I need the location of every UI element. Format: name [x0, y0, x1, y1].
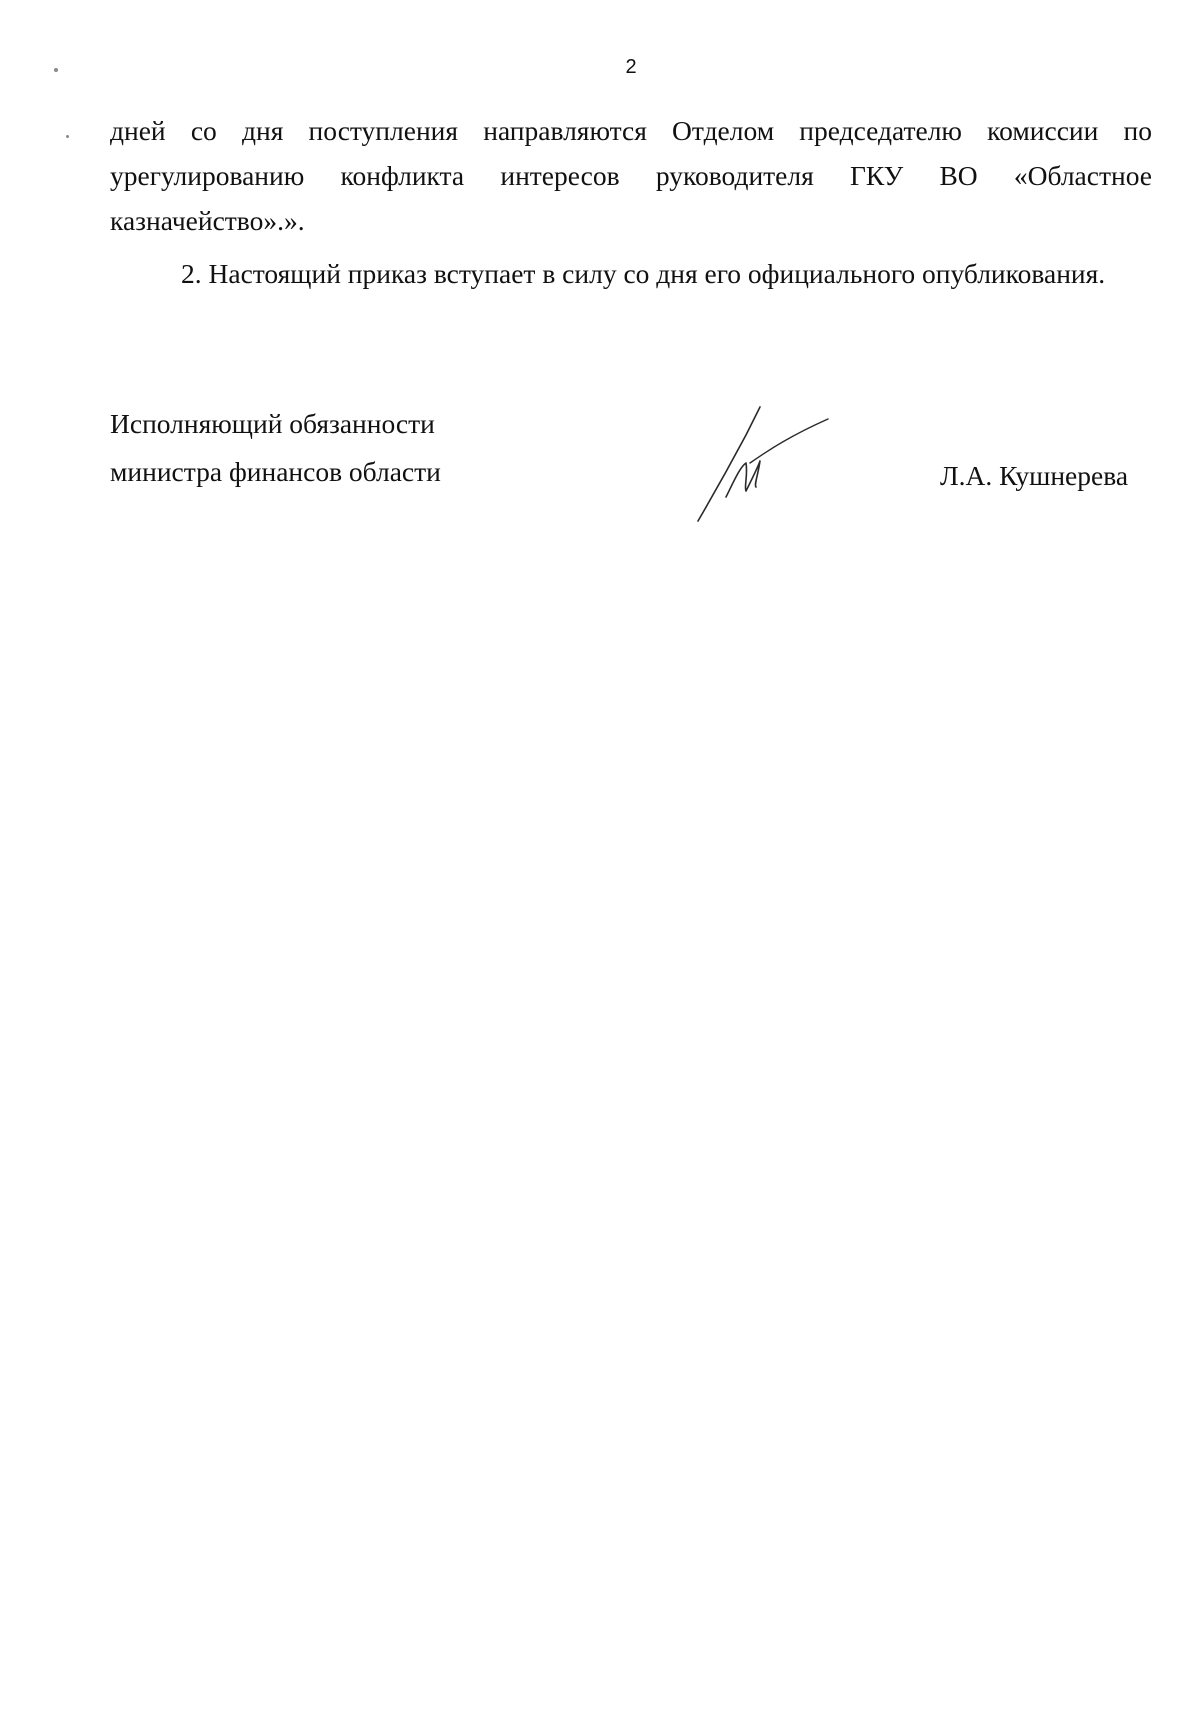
paragraph-1-line: урегулированию конфликта интересов руководителя ГКУ ВО «Областное	[110, 160, 1152, 191]
paragraph-1	[110, 108, 1152, 243]
paragraph-1-line: дней со дня поступления направляются Отделом председателю комиссии по	[110, 115, 1152, 146]
paragraph-1-line: казначейство».».	[110, 205, 305, 236]
signatory-title-line: Исполняющий обязанности	[110, 408, 435, 439]
signatory-name: Л.А. Кушнерева	[940, 460, 1129, 491]
paragraph-2: 2. Настоящий приказ вступает в силу со дня его официального опубликования.	[181, 258, 1106, 289]
page-number: 2	[625, 56, 637, 78]
signatory-title	[110, 400, 441, 496]
handwritten-signature	[690, 405, 830, 525]
scan-speck	[66, 135, 69, 138]
signatory-title-line: министра финансов области	[110, 456, 441, 487]
